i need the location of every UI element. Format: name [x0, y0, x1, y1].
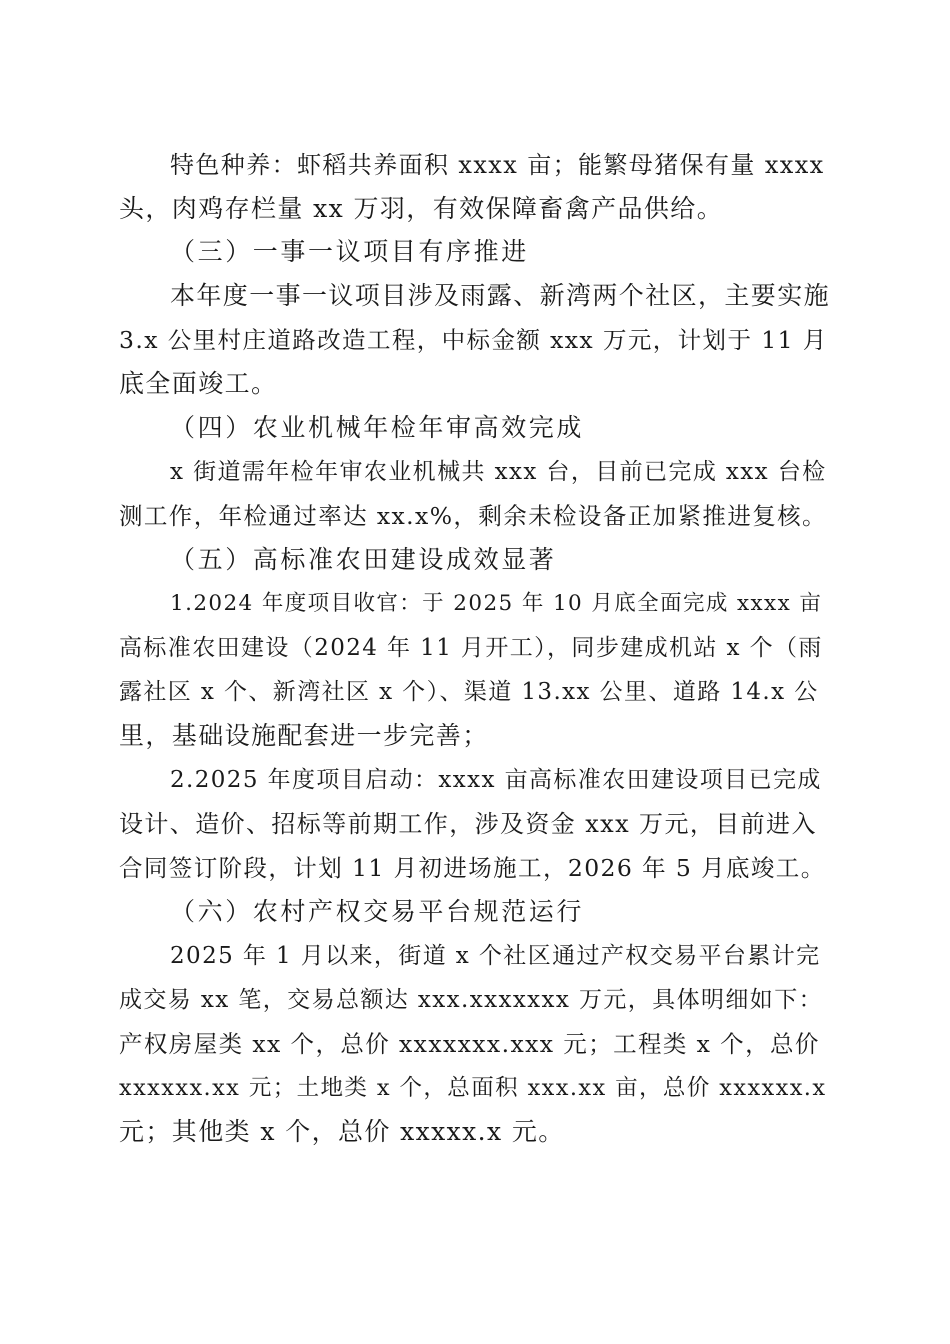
section-heading-4: （四）农业机械年检年审高效完成: [170, 413, 585, 442]
body-line: 特色种养：虾稻共养面积 xxxx 亩；能繁母猪保有量 xxxx: [170, 151, 825, 179]
body-line: 2025 年 1 月以来，街道 x 个社区通过产权交易平台累计完: [170, 943, 821, 969]
body-line: 产权房屋类 xx 个，总价 xxxxxxx.xxx 元；工程类 x 个，总价: [119, 1030, 820, 1058]
body-line: 合同签订阶段，计划 11 月初进场施工，2026 年 5 月底竣工。: [119, 854, 826, 882]
section-heading-5: （五）高标准农田建设成效显著: [170, 545, 557, 574]
body-line: 里，基础设施配套进一步完善；: [119, 721, 489, 750]
section-heading-6: （六）农村产权交易平台规范运行: [170, 897, 585, 926]
body-line: 底全面竣工。: [119, 369, 278, 398]
section-heading-3: （三）一事一议项目有序推进: [170, 237, 529, 266]
body-line: 露社区 x 个、新湾社区 x 个）、渠道 13.xx 公里、道路 14.x 公: [119, 679, 819, 705]
body-line: 设计、造价、招标等前期工作，涉及资金 xxx 万元，目前进入: [119, 810, 817, 838]
body-line: 测工作，年检通过率达 xx.x%，剩余未检设备正加紧推进复核。: [119, 502, 827, 530]
body-line: 1.2024 年度项目收官：于 2025 年 10 月底全面完成 xxxx 亩: [170, 591, 823, 616]
body-line: 3.x 公里村庄道路改造工程，中标金额 xxx 万元，计划于 11 月: [119, 326, 828, 354]
body-line: xxxxxx.xx 元；土地类 x 个，总面积 xxx.xx 亩，总价 xxxxxx.x: [119, 1075, 827, 1101]
body-line: 高标准农田建设（2024 年 11 月开工），同步建成机站 x 个（雨: [119, 635, 823, 661]
body-line: 2.2025 年度项目启动：xxxx 亩高标准农田建设项目已完成: [170, 767, 822, 793]
body-line: 成交易 xx 笔，交易总额达 xxx.xxxxxxx 万元，具体明细如下：: [119, 987, 824, 1013]
body-line: 本年度一事一议项目涉及雨露、新湾两个社区，主要实施: [170, 281, 831, 310]
body-line: 元；其他类 x 个，总价 xxxxx.x 元。: [119, 1117, 565, 1146]
body-line: 头，肉鸡存栏量 xx 万羽，有效保障畜禽产品供给。: [119, 194, 724, 223]
body-line: x 街道需年检年审农业机械共 xxx 台，目前已完成 xxx 台检: [170, 459, 827, 485]
